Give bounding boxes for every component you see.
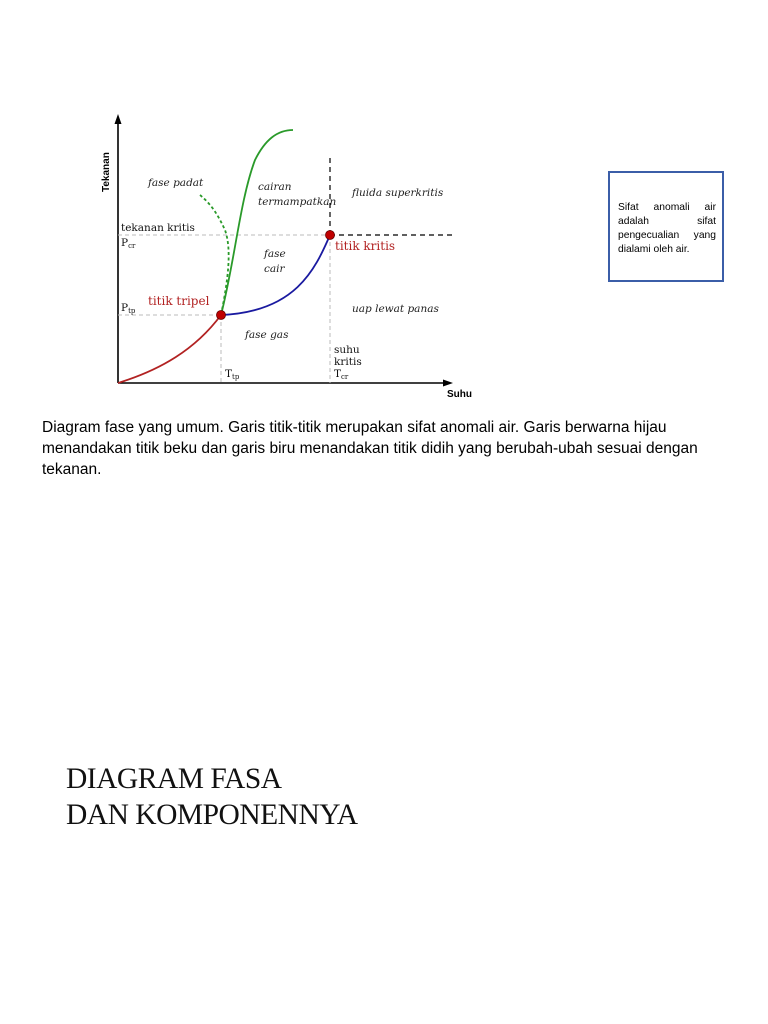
- liquid-phase-label-1: fase: [264, 248, 286, 260]
- triple-point-label: titik tripel: [148, 294, 210, 308]
- liquid-phase-label-2: cair: [264, 263, 285, 275]
- y-axis-label: Tekanan: [101, 152, 112, 192]
- critical-point: [326, 231, 335, 240]
- t-tp-label: Ttp: [225, 368, 240, 381]
- x-axis-label: Suhu: [447, 389, 472, 400]
- phase-diagram: [90, 100, 490, 410]
- p-cr-label: Pcr: [121, 237, 136, 250]
- t-cr-label: Tcr: [334, 368, 349, 381]
- fusion-curve: [221, 130, 293, 315]
- vaporization-curve: [221, 235, 330, 315]
- critical-temperature-label-1: suhu: [334, 344, 360, 356]
- critical-pressure-label: tekanan kritis: [121, 222, 195, 234]
- critical-temperature-label-2: kritis: [334, 356, 362, 368]
- compressed-liquid-label-2: termampatkan: [258, 196, 337, 208]
- p-tp-label: Ptp: [121, 302, 136, 315]
- critical-point-label: titik kritis: [335, 239, 396, 253]
- anomaly-note-text: Sifat anomali air adalah sifat pengecualian yang dialami oleh air.: [618, 202, 716, 255]
- anomaly-note-box: [608, 171, 724, 282]
- page-title-line-2: DAN KOMPONENNYA: [66, 799, 358, 831]
- page-title: [66, 761, 586, 833]
- page-title-line-1: DIAGRAM FASA: [66, 763, 282, 795]
- triple-point: [217, 311, 226, 320]
- superheated-vapor-label: uap lewat panas: [352, 303, 439, 315]
- diagram-caption: Diagram fase yang umum. Garis titik-titik merupakan sifat anomali air. Garis berwarna hijau menandakan titik beku dan garis biru menandakan titik didih yang berubah-ubah sesuai dengan tekanan.: [42, 419, 698, 478]
- sublimation-curve: [118, 315, 221, 383]
- solid-phase-label: fase padat: [148, 177, 204, 189]
- x-axis-arrow: [443, 380, 453, 387]
- compressed-liquid-label-1: cairan: [258, 181, 292, 193]
- gas-phase-label: fase gas: [245, 329, 289, 341]
- supercritical-fluid-label: fluida superkritis: [352, 187, 444, 199]
- y-axis-arrow: [115, 114, 122, 124]
